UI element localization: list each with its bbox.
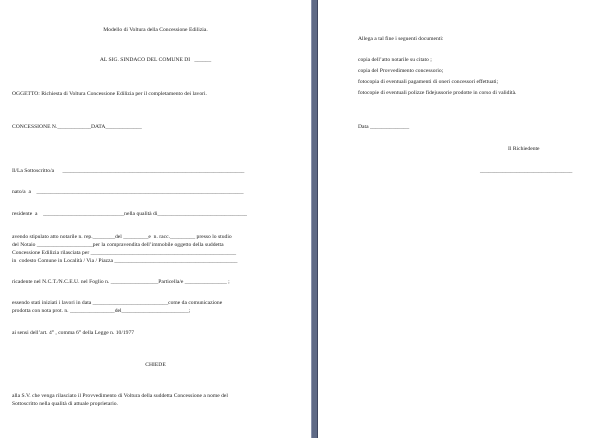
applicant-label: Il Richiedente — [508, 146, 540, 152]
attachment-item-4: fotocopie di eventuali polizze fidejussorie prodotte in corso di validità. — [358, 90, 517, 96]
deed-line-1: avendo stipulato atto notarile n. rep.________del _________e n. racc._________ presso lo studio — [12, 234, 232, 240]
concession-field: CONCESSIONE N.____________DATA_____________ — [12, 124, 142, 130]
deed-line-3: Concessione Edilizia rilasciata per ____________________________________________________ — [12, 250, 237, 256]
request-line-1: alla S.V. che venga rilasciato il Provvedimento di Voltura della suddetta Concessione a nome del — [12, 393, 228, 399]
cadastre-field: ricadente nel N.C.T./N.C.E.U. nel Foglio n. _________________Particella/e _______________ ; — [12, 279, 230, 285]
subject-line: OGGETTO: Richiesta di Voltura Concessione Edilizia per il completamento dei lavori. — [12, 91, 207, 97]
residence-field: residente a _____________________________nella qualità di________________________________ — [12, 211, 247, 217]
works-line-1: essendo stati iniziati i lavori in data ___________________________come da comunicazione — [12, 300, 223, 306]
attachment-item-2: copia del Provvedimento concessorio; — [358, 68, 444, 74]
law-reference: ai sensi dell’art. 4° , comma 6° della Legge n. 10/1977 — [12, 330, 135, 336]
document-title: Modello di Voltura della Concessione Edilizia. — [103, 27, 208, 33]
page-gutter — [311, 0, 318, 438]
attachments-intro: Allega a tal fine i seguenti documenti: — [358, 36, 444, 42]
request-line-2: Sottoscritto nella qualità di attuale proprietario. — [12, 401, 118, 407]
attachment-item-1: copia dell’atto notarile su citato ; — [358, 57, 432, 63]
works-line-2: prodotta con nota prot. n. ________________del________________________; — [12, 308, 191, 314]
date-field: Data ______________ — [358, 124, 410, 130]
signature-line: _________________________________ — [480, 168, 573, 174]
undersigned-field: Il/La Sottoscritto/a _________________________________________________________________ — [12, 168, 245, 174]
attachment-item-3: fotocopia di eventuali pagamenti di oneri concessori effettuati; — [358, 79, 499, 85]
deed-line-4: in codesto Comune in Località / Via / Piazza ____________________________________________ — [12, 258, 238, 264]
document-page-right — [318, 0, 600, 438]
request-heading: CHIEDE — [145, 362, 166, 368]
deed-line-2: del Notaio ____________________per la compravendita dell’immobile oggetto della suddetta — [12, 242, 224, 248]
recipient-line: AL SIG. SINDACO DEL COMUNE DI ______ — [99, 57, 212, 63]
birthplace-field: nato/a a __________________________________________________________________________ — [12, 189, 244, 195]
